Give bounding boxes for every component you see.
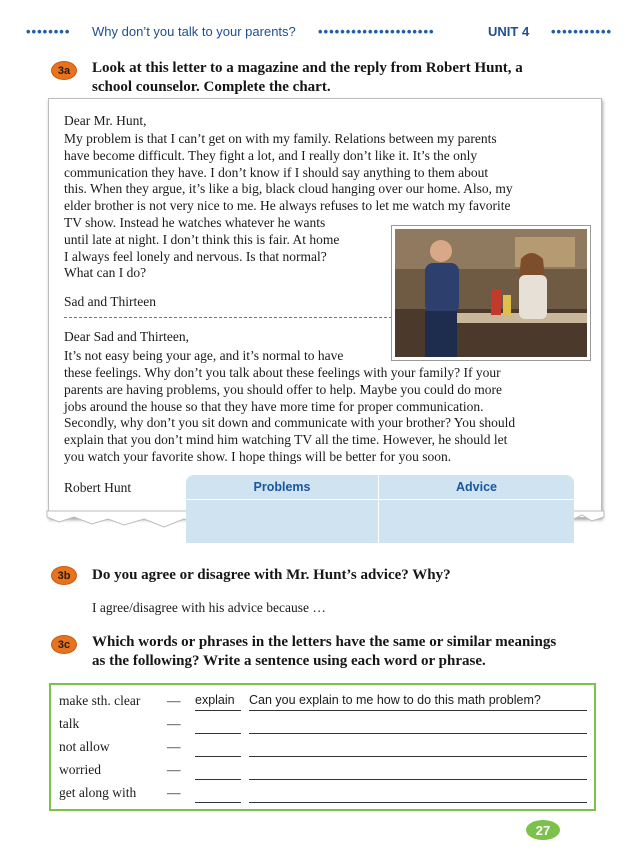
answer-field[interactable] (195, 762, 241, 780)
letter1-body-full (64, 131, 586, 215)
sentence-field[interactable]: Can you explain to me how to do this math problem? (249, 693, 587, 711)
section-3c-instruction (92, 633, 612, 671)
vocabulary-box (49, 683, 596, 811)
chart-header-problems: Problems (253, 480, 311, 494)
vocab-dash: — (167, 739, 181, 754)
sentence-field[interactable] (249, 739, 587, 757)
family-photo (392, 226, 590, 360)
letter1-body-short (64, 215, 389, 282)
header-title: Why don’t you talk to your parents? (92, 24, 296, 39)
instruction-line: Look at this letter to a magazine and the reply from Robert Hunt, a (92, 60, 523, 76)
instruction-line: as the following? Write a sentence using each word or phrase. (92, 653, 486, 669)
sentence-field[interactable] (249, 785, 587, 803)
vocab-dash: — (167, 785, 181, 800)
header-dots-right: ••••••••••• (551, 24, 613, 39)
letter-line: explain that you don’t mind him watching TV all the time. However, he should let (64, 432, 508, 448)
vocab-term: not allow (59, 739, 110, 754)
letter2-first-line: It’s not easy being your age, and it’s normal to have (64, 348, 344, 363)
vocab-dash: — (167, 716, 181, 731)
letter1-greeting: Dear Mr. Hunt, (64, 113, 147, 128)
sentence-field[interactable] (249, 762, 587, 780)
letter-line: jobs around the house so that they have more time for proper communication. (64, 398, 484, 414)
letter-line: What can I do? (64, 265, 147, 281)
answer-field[interactable]: explain (195, 693, 241, 711)
letter-line: parents are having problems, you should offer to help. Maybe you could do more (64, 381, 503, 397)
vocab-row (59, 693, 589, 715)
chart-header-advice: Advice (456, 480, 497, 494)
letter2-body (64, 365, 586, 466)
kitchen-scene-illustration (395, 229, 587, 357)
page-number: 27 (526, 820, 560, 840)
letter-line: I always feel lonely and nervous. Is that normal? (64, 248, 327, 264)
vocab-dash: — (167, 693, 181, 708)
answer-field[interactable] (195, 716, 241, 734)
header-dots-middle: ••••••••••••••••••••• (318, 24, 435, 39)
vocab-term: make sth. clear (59, 693, 141, 708)
letter-divider (64, 317, 392, 318)
chart-header-divider (186, 499, 574, 500)
vocab-dash: — (167, 762, 181, 777)
letter-line: this. When they argue, it’s like a big, black cloud hanging over our home. Also, my (64, 181, 513, 197)
letter2-signature: Robert Hunt (64, 480, 132, 495)
vocab-row (59, 716, 589, 738)
letter-line: Secondly, why don’t you sit down and communicate with your brother? You should (64, 415, 516, 431)
answer-field[interactable] (195, 739, 241, 757)
problems-advice-chart (186, 475, 574, 543)
vocab-term: worried (59, 762, 101, 777)
letter-line: until late at night. I don’t think this is fair. At home (64, 231, 340, 247)
letter-line: TV show. Instead he watches whatever he wants (64, 215, 326, 230)
section-3b-prompt: I agree/disagree with his advice because … (92, 600, 326, 615)
vocab-row (59, 762, 589, 784)
answer-field[interactable] (195, 785, 241, 803)
header-unit: UNIT 4 (488, 24, 530, 39)
section-3c-badge: 3c (52, 636, 76, 653)
vocab-term: get along with (59, 785, 137, 800)
instruction-line: school counselor. Complete the chart. (92, 79, 331, 95)
page-header (0, 24, 640, 44)
vocab-row (59, 739, 589, 761)
section-3b-badge: 3b (52, 567, 76, 584)
letter-line: have become difficult. They fight a lot, and I really don’t like it. It’s the only (64, 147, 478, 163)
letter1-signature: Sad and Thirteen (64, 294, 156, 309)
letter-line: these feelings. Why don’t you talk about these feelings with your family? If your (64, 365, 501, 380)
chart-cell-advice[interactable] (383, 503, 570, 539)
letter-line: elder brother is not very nice to me. He always refuses to let me watch my favorite (64, 198, 511, 214)
section-3a-badge: 3a (52, 62, 76, 79)
chart-cell-problems[interactable] (190, 503, 374, 539)
instruction-line: Which words or phrases in the letters have the same or similar meanings (92, 634, 557, 650)
section-3b-instruction: Do you agree or disagree with Mr. Hunt’s advice? Why? (92, 567, 451, 583)
sentence-field[interactable] (249, 716, 587, 734)
letter-line: communication they have. I don’t know if I should say anything to them about (64, 164, 489, 180)
letter-line: you watch your favorite show. I hope things will be better for you soon. (64, 448, 452, 464)
letter-line: My problem is that I can’t get on with my family. Relations between my parents (64, 131, 497, 146)
vocab-term: talk (59, 716, 80, 731)
section-3a-instruction (92, 59, 612, 97)
vocab-row (59, 785, 589, 807)
header-dots-left: •••••••• (26, 24, 71, 39)
letter2-greeting: Dear Sad and Thirteen, (64, 329, 189, 344)
